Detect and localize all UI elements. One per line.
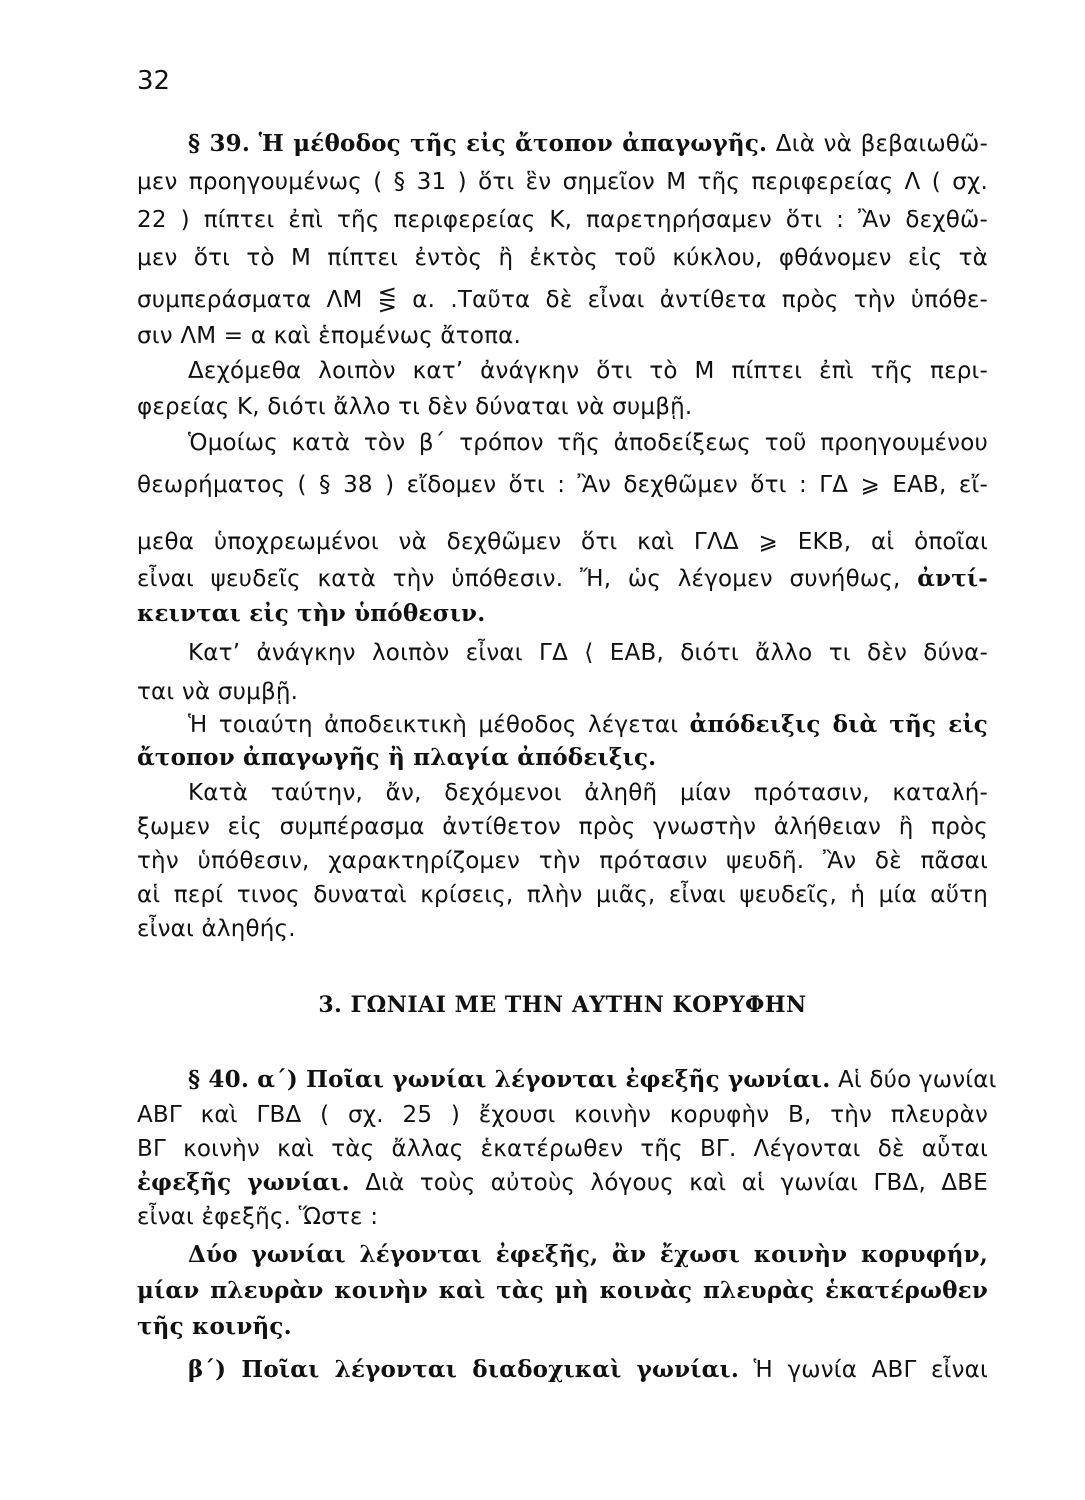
s40-definition-line-1: Δύο γωνίαι λέγονται ἐφεξῆς, ἂν ἔχωσι κοινὴν κορυφήν, [188, 1241, 988, 1268]
s39-line-11: μεθα ὑποχρεωμένοι νὰ δεχθῶμεν ὅτι καὶ ΓΛΔ ⩾ ΕΚΒ, αἱ ὁποῖαι [137, 529, 988, 555]
section-heading: 3. ΓΩΝΙΑΙ ΜΕ ΤΗΝ ΑΥΤΗΝ ΚΟΡΥΦΗΝ [318, 992, 807, 1018]
s40-definition-line-2: μίαν πλευρὰν κοινὴν καὶ τὰς μὴ κοινὰς πλευρὰς ἑκατέρωθεν [137, 1277, 988, 1304]
s39-line-8: φερείας Κ, διότι ἄλλο τι δὲν δύναται νὰ συμβῇ. [137, 394, 693, 420]
s39-line-7: Δεχόμεθα λοιπὸν κατ’ ἀνάγκην ὅτι τὸ Μ πίπτει ἐπὶ τῆς περι- [188, 358, 988, 384]
s40-line-1 [188, 1064, 997, 1096]
s40-line-2: ΑΒΓ καὶ ΓΒΔ ( σχ. 25 ) ἔχουσι κοινὴν κορυφὴν Β, τὴν πλευρὰν [137, 1102, 988, 1128]
s39-line-1 [188, 128, 988, 160]
s39-mark: § 39. [188, 130, 251, 157]
s39-line-5: συμπεράσματα ΛΜ ⋚ α. .Ταῦτα δὲ εἶναι ἀντίθετα πρὸς τὴν ὑπόθε- [137, 287, 988, 313]
s39-line-12 [137, 563, 988, 595]
s39-line-19: ξωμεν εἰς συμπέρασμα ἀντίθετον πρὸς γνωστὴν ἀλήθειαν ἢ πρὸς [137, 814, 988, 840]
s39-title: Ἡ μέθοδος τῆς εἰς ἄτοπον ἀπαγωγῆς. [258, 130, 768, 157]
s40-line-5: εἶναι ἐφεξῆς. Ὥστε : [137, 1204, 379, 1230]
s39-line-1-rest: Διὰ νὰ βεβαιωθῶ- [775, 131, 989, 157]
s39-line-12-text: εἶναι ψευδεῖς κατὰ τὴν ὑπόθεσιν. Ἤ, ὡς λέγομεν συνήθως, [137, 566, 901, 592]
s40-line-3: ΒΓ κοινὴν καὶ τὰς ἄλλας ἑκατέρωθεν τῆς ΒΓ. Λέγονται δὲ αὗται [137, 1136, 988, 1162]
s39-line-13: κεινται εἰς τὴν ὑπόθεσιν. [137, 600, 486, 627]
s40-b-rest: Ἡ γωνία ΑΒΓ εἶναι [753, 1357, 988, 1383]
s40-line-4-rest: Διὰ τοὺς αὐτοὺς λόγους καὶ αἱ γωνίαι ΓΒΔ, ΔΒΕ [365, 1170, 988, 1196]
s39-line-16-text: Ἡ τοιαύτη ἀποδεικτικὴ μέθοδος λέγεται [188, 712, 679, 738]
s39-line-16 [188, 709, 988, 741]
s40-title: § 40. α΄) Ποῖαι γωνίαι λέγονται ἐφεξῆς γωνίαι. [188, 1066, 831, 1093]
s40-line-4 [137, 1167, 988, 1199]
s39-line-14: Κατ’ ἀνάγκην λοιπὸν εἶναι ΓΔ ⟨ ΕΑΒ, διότι ἄλλο τι δὲν δύνα- [188, 640, 988, 666]
s39-line-16-bold: ἀπόδειξις διὰ τῆς εἰς [689, 711, 989, 738]
s39-line-18: Κατὰ ταύτην, ἄν, δεχόμενοι ἀληθῆ μίαν πρότασιν, καταλή- [188, 780, 988, 806]
s39-line-15: ται νὰ συμβῇ. [137, 679, 299, 705]
s39-line-10: θεωρήματος ( § 38 ) εἴδομεν ὅτι : Ἂν δεχθῶμεν ὅτι : ΓΔ ⩾ ΕΑΒ, εἴ- [137, 472, 988, 498]
page-number: 32 [137, 66, 171, 96]
s40-b-title: β΄) Ποῖαι λέγονται διαδοχικαὶ γωνίαι. [188, 1356, 740, 1383]
s39-line-6: σιν ΛΜ = α καὶ ἑπομένως ἄτοπα. [137, 323, 522, 349]
s39-line-21: αἱ περί τινος δυναταὶ κρίσεις, πλὴν μιᾶς, εἶναι ψευδεῖς, ἡ μία αὕτη [137, 882, 988, 908]
s40-line-1-rest: Αἱ δύο γωνίαι [837, 1067, 997, 1093]
s40-line-4-bold: ἐφεξῆς γωνίαι. [137, 1169, 350, 1196]
s39-line-4: μεν ὅτι τὸ Μ πίπτει ἐντὸς ἢ ἐκτὸς τοῦ κύκλου, φθάνομεν εἰς τὰ [137, 245, 988, 271]
s40-b-line [188, 1354, 988, 1386]
s39-line-22: εἶναι ἀληθής. [137, 916, 296, 942]
s39-line-12-bold: ἀντί- [917, 565, 989, 592]
s39-line-17: ἄτοπον ἀπαγωγῆς ἢ πλαγία ἀπόδειξις. [137, 744, 657, 771]
s40-definition-line-3: τῆς κοινῆς. [137, 1313, 292, 1340]
s39-line-9: Ὁμοίως κατὰ τὸν β΄ τρόπον τῆς ἀποδείξεως τοῦ προηγουμένου [188, 430, 988, 456]
s39-line-3: 22 ) πίπτει ἐπὶ τῆς περιφερείας Κ, παρετηρήσαμεν ὅτι : Ἂν δεχθῶ- [137, 207, 988, 233]
s39-line-20: τὴν ὑπόθεσιν, χαρακτηρίζομεν τὴν πρότασιν ψευδῆ. Ἂν δὲ πᾶσαι [137, 848, 988, 874]
s39-line-2: μεν προηγουμένως ( § 31 ) ὅτι ἓν σημεῖον Μ τῆς περιφερείας Λ ( σχ. [137, 169, 988, 195]
